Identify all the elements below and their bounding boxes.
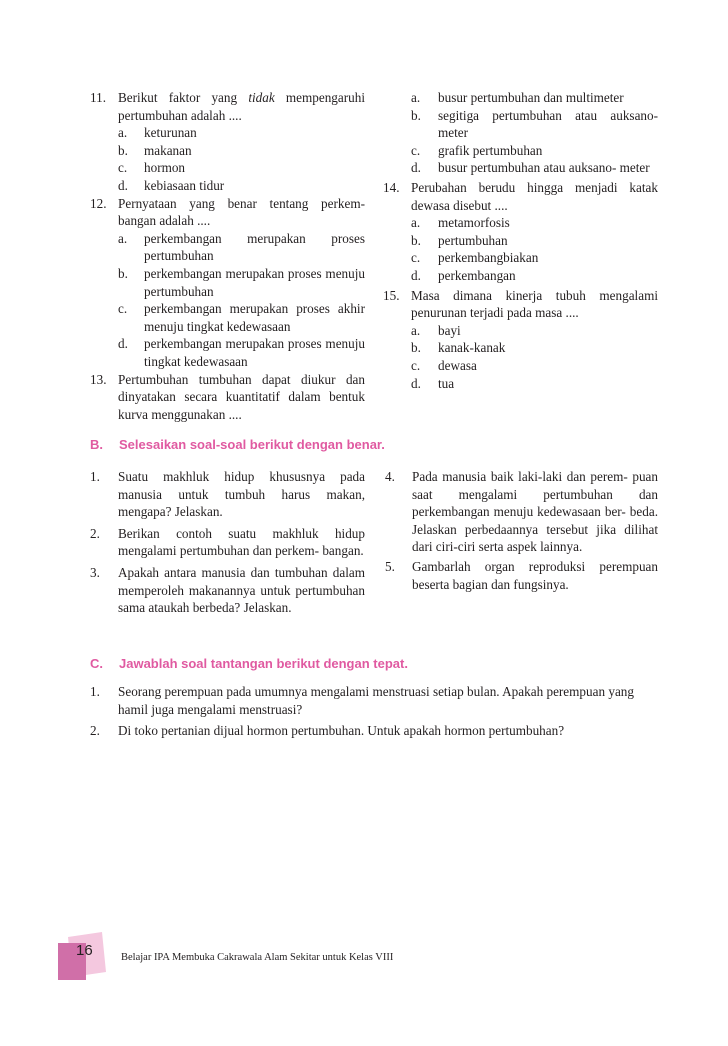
question-13 bbox=[90, 371, 365, 424]
section-label: C. bbox=[90, 656, 103, 671]
question-number: 15. bbox=[383, 287, 400, 303]
question-number: 4. bbox=[385, 469, 395, 484]
section-c-list bbox=[90, 683, 658, 740]
section-b-right-column bbox=[385, 468, 658, 593]
essay-question-3 bbox=[90, 564, 365, 617]
question-text: Di toko pertanian dijual hormon pertumbuhan. Untuk apakah hormon pertumbuhan? bbox=[118, 723, 565, 739]
question-number: 11. bbox=[90, 90, 106, 105]
essay-question-4 bbox=[385, 468, 658, 556]
option-letter: a. bbox=[118, 125, 128, 141]
option bbox=[411, 322, 658, 340]
options bbox=[411, 214, 658, 284]
option bbox=[118, 335, 365, 370]
book-title: Belajar IPA Membuka Cakrawala Alam Sekitar untuk Kelas VIII bbox=[121, 952, 394, 963]
option-text: keturunan bbox=[144, 125, 197, 141]
option bbox=[118, 142, 365, 160]
question-number: 13. bbox=[90, 371, 107, 387]
option-letter: b. bbox=[411, 232, 421, 248]
section-a-right-column bbox=[383, 89, 658, 392]
option bbox=[411, 375, 658, 393]
essay-question-2 bbox=[90, 525, 365, 560]
question-text: Masa dimana kinerja tubuh mengalami penurunan terjadi pada masa .... bbox=[411, 287, 658, 321]
options bbox=[118, 124, 365, 194]
option-text: kanak-kanak bbox=[438, 340, 506, 356]
challenge-question-2 bbox=[90, 722, 658, 740]
question-number: 1. bbox=[90, 469, 100, 484]
option-text: perkembangan merupakan proses menuju pertumbuhan bbox=[144, 265, 365, 299]
option bbox=[411, 214, 658, 232]
question-text: Pernyataan yang benar tentang perkem- bangan adalah .... bbox=[118, 195, 365, 229]
question-number: 14. bbox=[383, 179, 400, 195]
section-a-left-column bbox=[90, 89, 365, 423]
option-text: grafik pertumbuhan bbox=[438, 142, 543, 158]
option-letter: c. bbox=[411, 357, 421, 373]
page-number: 16 bbox=[76, 942, 93, 959]
option bbox=[411, 107, 658, 142]
option-text: perkembangan merupakan proses menuju tingkat kedewasaan bbox=[144, 336, 365, 369]
option-text: metamorfosis bbox=[438, 215, 510, 231]
question-11 bbox=[90, 89, 365, 195]
option-text: makanan bbox=[144, 142, 192, 158]
option-letter: b. bbox=[411, 340, 421, 356]
option-text: pertumbuhan bbox=[438, 232, 508, 248]
option-text: perkembangan bbox=[438, 267, 516, 283]
option-letter: d. bbox=[411, 375, 421, 391]
option-letter: a. bbox=[118, 230, 128, 246]
option-text: kebiasaan tidur bbox=[144, 177, 225, 193]
question-text: Apakah antara manusia dan tumbuhan dalam memperoleh makanannya untuk pertumbuhan sama ataukah berbeda? Jelaskan. bbox=[118, 564, 365, 616]
option bbox=[411, 232, 658, 250]
option bbox=[411, 249, 658, 267]
question-number: 12. bbox=[90, 195, 107, 211]
question-number: 2. bbox=[90, 525, 100, 541]
option-text: tua bbox=[438, 375, 455, 391]
option-text: busur pertumbuhan atau auksano- meter bbox=[438, 160, 650, 176]
option-letter: a. bbox=[411, 90, 421, 105]
option bbox=[118, 300, 365, 335]
option-letter: b. bbox=[411, 107, 421, 123]
option-letter: d. bbox=[411, 160, 421, 176]
question-text: Seorang perempuan pada umumnya mengalami menstruasi setiap bulan. Apakah perempuan yang hamil juga mengalami menstruasi? bbox=[118, 684, 634, 717]
option-letter: c. bbox=[118, 160, 128, 176]
option-letter: d. bbox=[118, 336, 128, 352]
section-b-left-column bbox=[90, 468, 365, 617]
option bbox=[411, 89, 658, 107]
option-letter: d. bbox=[411, 267, 421, 283]
question-15 bbox=[383, 287, 658, 393]
option-letter: a. bbox=[411, 322, 421, 338]
option-letter: b. bbox=[118, 142, 128, 158]
option bbox=[118, 230, 365, 265]
option bbox=[118, 159, 365, 177]
option bbox=[411, 142, 658, 160]
option-letter: b. bbox=[118, 265, 128, 281]
option-text: bayi bbox=[438, 322, 461, 338]
option bbox=[411, 267, 658, 285]
option-text: segitiga pertumbuhan atau auksano- meter bbox=[438, 107, 658, 141]
emphasis: tidak bbox=[248, 90, 275, 105]
question-number: 5. bbox=[385, 558, 395, 574]
essay-question-5 bbox=[385, 558, 658, 593]
question-text: Gambarlah organ reproduksi perempuan beserta bagian dan fungsinya. bbox=[412, 558, 658, 592]
option-text: hormon bbox=[144, 160, 186, 176]
option-text: perkembangan merupakan proses pertumbuhan bbox=[144, 230, 365, 264]
section-label: B. bbox=[90, 437, 103, 452]
option-letter: c. bbox=[411, 250, 421, 266]
question-text: Berikut faktor yang tidak mempengaruhi pertumbuhan adalah .... bbox=[118, 90, 365, 123]
option bbox=[411, 339, 658, 357]
option-letter: c. bbox=[118, 301, 128, 317]
option-letter: d. bbox=[118, 177, 128, 193]
option-text: perkembangbiakan bbox=[438, 250, 539, 266]
challenge-question-1 bbox=[90, 683, 658, 718]
section-title: Jawablah soal tantangan berikut dengan tepat. bbox=[119, 656, 408, 671]
question-text: Suatu makhluk hidup khususnya pada manusia untuk tumbuh harus makan, mengapa? Jelaskan. bbox=[118, 469, 365, 520]
question-13-options bbox=[383, 89, 658, 177]
option-letter: c. bbox=[411, 142, 421, 158]
section-title: Selesaikan soal-soal berikut dengan benar. bbox=[119, 437, 385, 452]
question-number: 2. bbox=[90, 723, 100, 739]
question-text: Pada manusia baik laki-laki dan perem- puan saat mengalami pertumbuhan dan perkembangan menuju kedewasaan ber- beda. Jelaskan perbedaannya tersebut jika dilihat dari ciri-ciri serta aspek lainnya. bbox=[412, 469, 658, 555]
question-text: Berikan contoh suatu makhluk hidup mengalami pertumbuhan dan perkem- bangan. bbox=[118, 525, 365, 559]
essay-question-1 bbox=[90, 468, 365, 521]
option-letter: a. bbox=[411, 215, 421, 231]
question-14 bbox=[383, 179, 658, 285]
option-text: perkembangan merupakan proses akhir menuju tingkat kedewasaan bbox=[144, 301, 365, 334]
option bbox=[118, 177, 365, 195]
options bbox=[411, 322, 658, 392]
option bbox=[118, 124, 365, 142]
options bbox=[118, 230, 365, 371]
question-number: 3. bbox=[90, 564, 100, 580]
option-text: dewasa bbox=[438, 357, 477, 373]
option bbox=[411, 159, 658, 177]
option bbox=[118, 265, 365, 300]
question-12 bbox=[90, 195, 365, 371]
question-text: Perubahan berudu hingga menjadi katak dewasa disebut .... bbox=[411, 179, 658, 213]
option-text: busur pertumbuhan dan multimeter bbox=[438, 90, 624, 105]
question-text: Pertumbuhan tumbuhan dapat diukur dan dinyatakan secara kuantitatif dalam bentuk kurva menggunakan .... bbox=[118, 371, 365, 422]
question-number: 1. bbox=[90, 684, 100, 699]
option bbox=[411, 357, 658, 375]
